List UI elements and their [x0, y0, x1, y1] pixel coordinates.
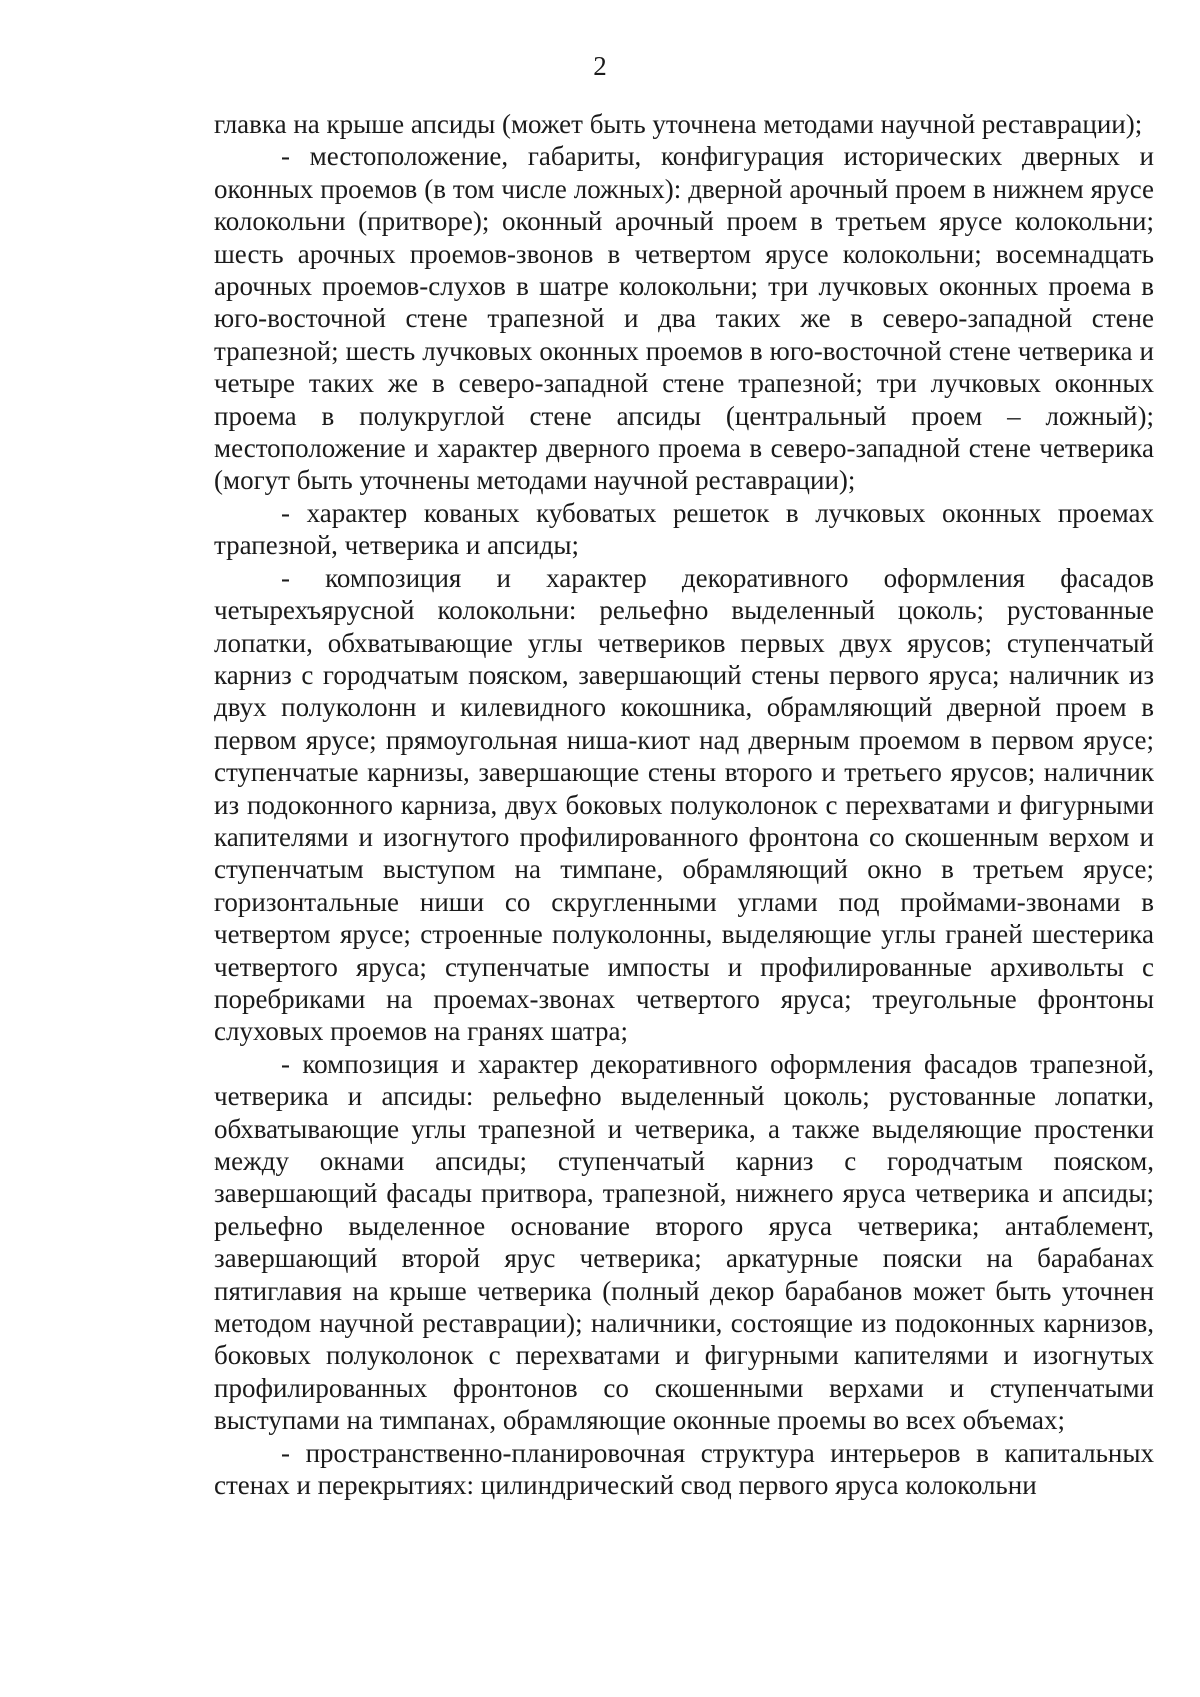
paragraph-interior-structure: - пространственно-планировочная структура интерьеров в капитальных стенах и перекрытиях: цилиндрический свод первого яруса колокольни [214, 1437, 1154, 1501]
page-number: 2 [593, 51, 607, 81]
paragraph-openings: - местоположение, габариты, конфигурация исторических дверных и оконных проемов (в том числе ложных): дверной арочный проем в нижнем ярусе колокольни (притворе); оконный арочный проем в третьем ярусе колокольни; шесть арочных проемов-звонов в четвертом ярусе колокольни; восемнадцать арочных проемов-слухов в шатре колокольни; три лучковых оконных проема в юго-восточной стене трапезной и два таких же в северо-западной стене трапезной; шесть лучковых оконных проемов в юго-восточной стене четверика и четыре таких же в северо-западной стене трапезной; три лучковых оконных проема в полукруглой стене апсиды (центральный проем – ложный); местоположение и характер дверного проема в северо-западной стене четверика (могут быть уточнены методами научной реставрации); [214, 141, 1154, 496]
paragraph-bell-tower-decor: - композиция и характер декоративного оформления фасадов четырехъярусной колокольни: рельефно выделенный цоколь; рустованные лопатки, обхватывающие углы четвериков первых двух ярусов; ступенчатый карниз с городчатым пояском, завершающий стены первого яруса; наличник из двух полуколонн и килевидного кокошника, обрамляющий дверной проем в первом ярусе; прямоугольная ниша-киот над дверным проемом в первом ярусе; ступенчатые карнизы, завершающие стены второго и третьего ярусов; наличник из подоконного карниза, двух боковых полуколонок с перехватами и фигурными капителями и изогнутого профилированного фронтона со скошенным верхом и ступенчатым выступом на тимпане, обрамляющий окно в третьем ярусе; горизонтальные ниши со скругленными углами под проймами-звонами в четвертом ярусе; строенные полуколонны, выделяющие углы граней шестерика четвертого яруса; ступенчатые импосты и профилированные архивольты с поребриками на проемах-звонах четвертого яруса; треугольные фронтоны слуховых проемов на гранях шатра; [214, 562, 1154, 1047]
body-text [214, 108, 1154, 1501]
paragraph-refectory-decor: - композиция и характер декоративного оформления фасадов трапезной, четверика и апсиды: рельефно выделенный цоколь; рустованные лопатки, обхватывающие углы трапезной и четверика, а также выделяющие простенки между окнами апсиды; ступенчатый карниз с городчатым пояском, завершающий фасады притвора, трапезной, нижнего яруса четверика и апсиды; рельефно выделенное основание второго яруса четверика; антаблемент, завершающий второй ярус четверика; аркатурные пояски на барабанах пятиглавия на крыше четверика (полный декор барабанов может быть уточнен методом научной реставрации); наличники, состоящие из подоконных карнизов, боковых полуколонок с перехватами и фигурными капителями и изогнутых профилированных фронтонов со скошенными верхами и ступенчатыми выступами на тимпанах, обрамляющие оконные проемы во всех объемах; [214, 1048, 1154, 1436]
paragraph-window-grilles: - характер кованых кубоватых решеток в лучковых оконных проемах трапезной, четверика и апсиды; [214, 497, 1154, 561]
paragraph-apse-dome: главка на крыше апсиды (может быть уточнена методами научной реставрации); [214, 109, 1143, 139]
